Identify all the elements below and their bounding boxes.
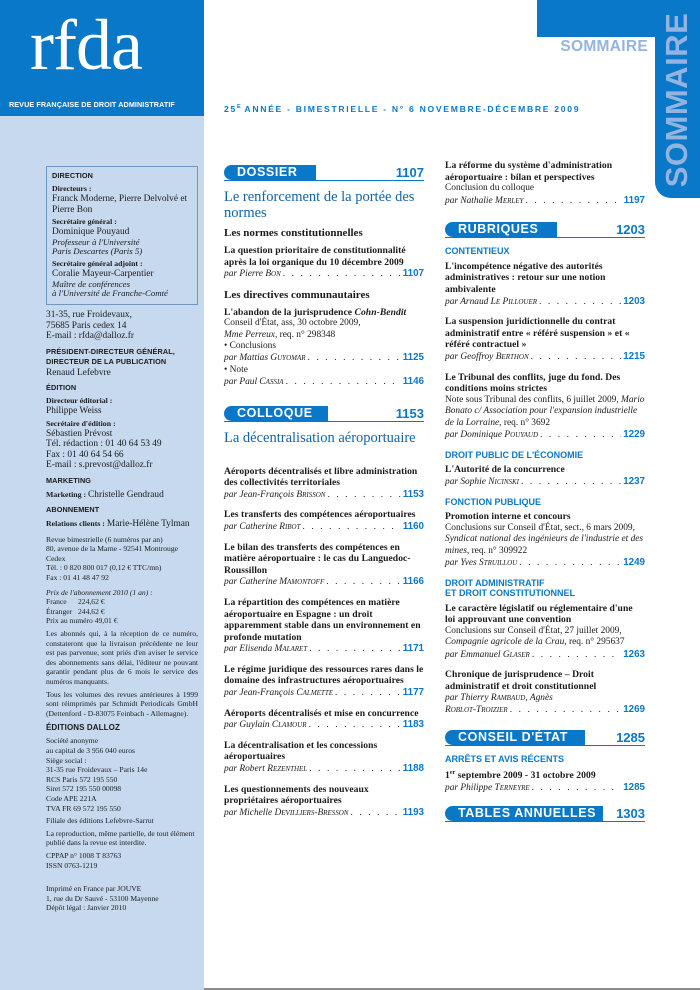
price-heading: Prix de l'abonnement 2010 (1 an) : <box>46 587 153 597</box>
author-line <box>445 195 645 208</box>
toc-entry[interactable] <box>445 316 645 363</box>
secgen-affiliation: Paris Descartes (Paris 5) <box>52 246 143 257</box>
directeurs-names: Franck Moderne, Pierre Delvolvé et Pierre Bon <box>52 194 188 215</box>
entry-title: L'incompétence négative des autorités administratives : retour sur une notion ambivalente <box>445 260 606 295</box>
rubrique-heading: CONTENTIEUX <box>445 246 510 257</box>
leader-dots <box>532 783 622 795</box>
author-line <box>445 429 645 442</box>
page-number[interactable]: 1153 <box>402 488 424 500</box>
subscription-info: Fax : 01 41 48 47 92 <box>46 573 109 583</box>
author-line <box>224 376 424 389</box>
page-number[interactable]: 1125 <box>402 352 424 364</box>
sec-edit-name: Sébastien Prévost <box>46 428 113 439</box>
printer-info: 1, rue du Dr Sauvé - 53100 Mayenne <box>46 893 159 903</box>
toc-entry[interactable] <box>445 669 645 716</box>
colloque-entries <box>224 466 424 820</box>
issn: ISSN 0763-1219 <box>46 860 98 870</box>
author-line <box>445 557 645 570</box>
author-line <box>224 719 424 732</box>
secgen-adj-name: Coralie Mayeur-Carpentier <box>52 269 154 280</box>
pdg-heading: DIRECTEUR DE LA PUBLICATION <box>46 356 167 366</box>
reproduction-notice: La reproduction, même partielle, de tout élément publié dans la revue est interdite. <box>46 828 195 848</box>
page-number[interactable]: 1285 <box>623 782 645 794</box>
section-label: COLLOQUE <box>224 406 328 421</box>
printer-info: Imprimé en France par JOUVE <box>46 884 142 894</box>
section-conseil-etat[interactable] <box>445 729 645 746</box>
fax-redaction: Fax : 01 40 64 54 66 <box>46 449 124 460</box>
author-line <box>445 693 645 705</box>
ape-code: Code APE 221A <box>46 793 97 803</box>
author-line <box>224 521 424 534</box>
subscription-info: Tél. : 0 820 800 017 (0,12 € TTC/mn) <box>46 563 162 573</box>
entry-title: Promotion interne et concours <box>445 511 571 522</box>
entry-note: Mme Perreux, req. n° 298348 <box>224 329 336 340</box>
secgen-adj-title: Maître de conférences <box>52 278 130 289</box>
author: par Philippe Terneyre <box>445 783 530 794</box>
marketing-heading: MARKETING <box>46 475 92 485</box>
rubrique-heading: DROIT ADMINISTRATIF ET DROIT CONSTITUTIONNEL <box>445 577 575 599</box>
dir-edit-name: Philippe Weiss <box>46 406 102 417</box>
leader-dots <box>521 477 621 489</box>
toc-entry[interactable] <box>224 708 424 732</box>
section-page: 1153 <box>395 405 424 421</box>
address-line: 75685 Paris cedex 14 <box>46 320 127 331</box>
leader-dots <box>531 352 622 364</box>
leader-dots <box>519 558 621 570</box>
author-line <box>224 687 424 700</box>
secgen-adj-affiliation: à l'Université de Franche-Comté <box>52 288 168 299</box>
author-line <box>445 704 645 717</box>
toc-entry[interactable] <box>445 603 645 662</box>
section-page: 1203 <box>616 222 645 238</box>
author: par Michelle Devilliers-Bresson <box>224 807 349 818</box>
company-info: Société anonyme <box>46 736 99 746</box>
section-colloque[interactable] <box>224 405 424 422</box>
author: par Jean-François Calmette <box>224 688 333 699</box>
entry-title: Chronique de jurisprudence – Droit administratif et droit constitutionnel <box>445 669 597 693</box>
author: par Jean-François Brisson <box>224 489 326 500</box>
page-number[interactable]: 1203 <box>623 295 645 307</box>
dossier-theme: Le renforcement de la portée des normes <box>224 189 415 221</box>
entry-note: Conclusions sur Conseil d'État, sect., 6 mars 2009, Syndicat national des ingénieurs de l'industrie et des mines, req. n° 309922 <box>445 522 644 556</box>
price-per-issue: Prix au numéro 49,01 € <box>46 616 118 626</box>
cppap: CPPAP n° 1008 T 83763 <box>46 850 122 860</box>
section-label: RUBRIQUES <box>445 222 557 237</box>
page-number[interactable]: 1229 <box>623 429 645 441</box>
toc-entry[interactable] <box>224 664 424 700</box>
page-number[interactable]: 1263 <box>623 648 645 660</box>
secgen-label: Secrétaire général : <box>52 217 117 226</box>
author-line <box>445 782 645 795</box>
page-number[interactable]: 1166 <box>402 576 424 588</box>
leader-dots <box>510 705 622 717</box>
sommaire-heading: SOMMAIRE <box>560 38 648 55</box>
entry-title: Les questionnements des nouveaux propriétaires aéroportuaires <box>224 783 369 807</box>
author-line <box>445 296 645 309</box>
entry-title: La suspension juridictionnelle du contrat administratif entre « référé suspension » et « référé contractuel » <box>445 316 630 351</box>
leader-dots <box>286 377 401 389</box>
siege-address: 31-35 rue Froidevaux – Paris 14e <box>46 765 148 775</box>
author: par Arnaud Le Pillouer <box>445 296 538 307</box>
entry-bullet: • Conclusions <box>224 341 276 352</box>
page-number[interactable]: 1249 <box>623 557 645 569</box>
leader-dots <box>350 808 400 820</box>
toc-entry[interactable] <box>224 542 424 589</box>
subscriber-notice: Les abonnés qui, à la réception de ce numéro, constateront que la livraison précédente ne leur est pas parvenue, sont priés d'en aviser le service des abonnements sans délai, l'éditeur ne pouvant garantir pendant plus de 6 mois le service des numéros manquants. <box>46 629 198 686</box>
entry-title: Les transferts des compétences aéroportuaires <box>224 509 416 521</box>
section-label: TABLES ANNUELLES <box>445 806 603 821</box>
subsection-heading: Les directives communautaires <box>224 288 370 301</box>
page-number[interactable]: 1177 <box>402 687 424 699</box>
issue-info: $25^E$ ANNÉE - BIMESTRIELLE - N° 6 NOVEMBRE-DÉCEMBRE 2009 <box>224 104 581 114</box>
leader-dots <box>308 353 401 365</box>
rcs: RCS Paris 572 195 550 <box>46 774 118 784</box>
legal-deposit: Dépôt légal : Janvier 2010 <box>46 903 127 913</box>
leader-dots <box>540 430 621 442</box>
entry-title: Le bilan des transferts des compétences en matière aéroportuaire : le cas du Languedoc-Roussillon <box>224 541 411 576</box>
leader-dots <box>309 644 401 656</box>
leader-dots <box>283 269 401 281</box>
page-number[interactable]: 1269 <box>623 704 645 716</box>
entry-bullet: • Note <box>224 364 248 375</box>
toc-entry[interactable] <box>224 597 424 656</box>
entry-note: Note sous Tribunal des conflits, 6 juillet 2009, Mario Bonato c/ Association pour l'expansion industrielle de la Lorraine, req. n° 3692 <box>445 394 645 428</box>
secgen-adj-label: Secrétaire général adjoint : <box>52 259 143 269</box>
author: par Nathalie Merley <box>445 195 524 206</box>
entry-note: Conclusion du colloque <box>445 183 535 194</box>
entry-note: Conseil d'État, ass, 30 octobre 2009, <box>224 318 361 329</box>
edition-heading: ÉDITION <box>46 383 77 393</box>
section-label: CONSEIL D'ÉTAT <box>445 730 585 745</box>
toc-entry[interactable] <box>224 740 424 776</box>
leader-dots <box>309 764 401 776</box>
author: par Mattias Guyomar <box>224 353 306 364</box>
toc-entry[interactable] <box>445 464 645 488</box>
author: par Pierre Bon <box>224 269 281 280</box>
section-page: 1107 <box>395 165 424 180</box>
entry-title: Le régime juridique des ressources rares dans le domaine des infrastructures aéroportuaires <box>224 663 424 687</box>
author-line <box>224 268 424 281</box>
author: Roblot-Troizier <box>445 705 508 716</box>
page-number[interactable]: 1183 <box>402 719 424 731</box>
direction-box <box>46 166 198 305</box>
author-line <box>224 763 424 776</box>
page-number[interactable]: 1160 <box>402 520 424 532</box>
masthead-info <box>46 166 198 913</box>
journal-full-name: REVUE FRANÇAISE DE DROIT ADMINISTRATIF <box>9 100 175 109</box>
author: par Geoffroy Berthon <box>445 351 529 362</box>
toc-entry[interactable] <box>224 307 424 389</box>
author: par Dominique Pouyaud <box>445 430 539 441</box>
entry-title: La décentralisation et les concessions aéroportuaires <box>224 739 378 763</box>
author-line <box>224 643 424 656</box>
leader-dots <box>525 196 621 208</box>
pdg-heading: PRÉSIDENT-DIRECTEUR GÉNÉRAL, <box>46 346 175 356</box>
entry-title: Aéroports décentralisés et libre administration des collectivités territoriales <box>224 465 418 489</box>
toc-entry[interactable] <box>224 245 424 281</box>
entry-title: 1er septembre 2009 - 31 octobre 2009 <box>445 770 596 782</box>
page-number[interactable]: 1171 <box>402 643 424 655</box>
tel-redaction: Tél. rédaction : 01 40 64 53 49 <box>46 439 162 450</box>
author: par Elisenda Malaret <box>224 644 308 655</box>
author: par Yves Struillou <box>445 558 518 569</box>
page-number[interactable]: 1107 <box>402 268 424 280</box>
section-rubriques[interactable] <box>445 221 645 238</box>
leader-dots <box>309 720 401 732</box>
toc-column-right <box>445 160 645 830</box>
pdg-name: Renaud Lefebvre <box>46 367 111 378</box>
author: par Paul Cassia <box>224 376 284 387</box>
leader-dots <box>335 688 401 700</box>
reprint-notice: Tous les volumes des revues antérieures à 1999 sont réimprimés par Schmidt Periodicals GmbH (Dettenford - D-83075 Feinbach - Allemagne). <box>46 689 198 718</box>
author-line <box>224 489 424 502</box>
toc-entry[interactable] <box>224 509 424 533</box>
author: par Guylain Clamour <box>224 720 307 731</box>
author-line <box>445 649 645 662</box>
dir-edit-label: Directeur éditorial : <box>46 396 113 406</box>
sec-edit-label: Secrétaire d'édition : <box>46 418 116 428</box>
secgen-title: Professeur à l'Université <box>52 236 140 247</box>
author: par Robert Rezenthel <box>224 764 308 775</box>
author: par Catherine Ribot <box>224 521 301 532</box>
entry-title: Aéroports décentralisés et mise en concurrence <box>224 707 419 719</box>
toc-column-middle <box>224 164 424 827</box>
dalloz-heading: ÉDITIONS DALLOZ <box>46 723 120 733</box>
leader-dots <box>326 577 401 589</box>
direction-heading: DIRECTION <box>52 171 94 180</box>
section-page: 1303 <box>616 805 645 821</box>
toc-entry[interactable] <box>445 511 645 570</box>
price-row: France 224,62 € <box>46 597 105 607</box>
abonnement-heading: ABONNEMENT <box>46 505 100 515</box>
section-page: 1285 <box>616 729 645 745</box>
entry-note: Conclusions sur Conseil d'État, 27 juillet 2009, Compagnie agricole de la Crau, req. n° 295637 <box>445 625 625 648</box>
toc-entry[interactable] <box>224 784 424 820</box>
author: par Emmanuel Glaser <box>445 649 530 660</box>
rubrique-heading: FONCTION PUBLIQUE <box>445 496 541 507</box>
section-dossier[interactable] <box>224 164 424 181</box>
secgen-name: Dominique Pouyaud <box>52 227 130 237</box>
leader-dots <box>303 522 401 534</box>
sommaire-vertical-label: SOMMAIRE <box>659 12 694 188</box>
rubrique-heading: ARRÊTS ET AVIS RÉCENTS <box>445 753 565 764</box>
author: par Catherine Mamontoff <box>224 577 325 588</box>
entry-title: La question prioritaire de constitutionnalité après la loi organique du 10 décembre 2009 <box>224 245 406 268</box>
page-number[interactable]: 1237 <box>623 475 645 487</box>
toc-entry[interactable] <box>445 160 645 207</box>
logo-block <box>0 0 204 116</box>
filiale: Filiale des éditions Lefebvre-Sarrut <box>46 816 154 826</box>
page-number[interactable]: 1197 <box>623 194 645 206</box>
address-line: 31-35, rue Froidevaux, <box>46 310 132 321</box>
section-label: DOSSIER <box>224 165 316 180</box>
colloque-entries-continued <box>445 160 645 207</box>
section-tables-annuelles[interactable] <box>445 805 645 822</box>
entry-title: Le caractère législatif ou réglementaire d'une loi approuvant une convention <box>445 602 633 626</box>
contact-email: E-mail : rfda@dalloz.fr <box>46 331 135 342</box>
entry-title: L'abandon de la jurisprudence Cohn-Bendit <box>224 306 407 318</box>
colloque-theme: La décentralisation aéroportuaire <box>224 429 416 446</box>
author-line <box>445 476 645 489</box>
subscription-info: Revue bimestrielle (6 numéros par an) <box>46 534 163 544</box>
page-number[interactable]: 1146 <box>402 375 424 387</box>
author-line <box>224 576 424 589</box>
page-number[interactable]: 1193 <box>402 806 424 818</box>
leader-dots <box>532 650 621 662</box>
edition-email: E-mail : s.prevost@dalloz.fr <box>46 460 153 471</box>
page-number[interactable]: 1215 <box>623 350 645 362</box>
entry-title: L'Autorité de la concurrence <box>445 464 565 476</box>
siret: Siret 572 195 550 00098 <box>46 784 122 794</box>
journal-logo: rfda <box>30 5 142 85</box>
entry-title: Le Tribunal des conflits, juge du fond. Des conditions moins strictes <box>445 371 621 395</box>
rubrique-heading: DROIT PUBLIC DE L'ÉCONOMIE <box>445 449 584 460</box>
relations-line: Relations clients : Marie-Hélène Tylman <box>46 519 190 530</box>
author-line <box>224 352 424 365</box>
author-line <box>445 351 645 364</box>
leader-dots <box>539 297 621 309</box>
entry-title: La répartition des compétences en matière aéroportuaire en Espagne : un droit apparemment stable dans un environnement en profonde mutation <box>224 596 421 643</box>
toc-entry[interactable] <box>445 261 645 308</box>
toc-entry[interactable] <box>445 768 645 794</box>
page-number[interactable]: 1188 <box>402 763 424 775</box>
tva: TVA FR 69 572 195 550 <box>46 803 121 813</box>
siege-label: Siège social : <box>46 755 87 765</box>
company-info: au capital de 3 956 040 euros <box>46 745 135 755</box>
marketing-line: Marketing : Christelle Gendraud <box>46 489 164 500</box>
author-line <box>224 807 424 820</box>
masthead-sidebar <box>0 0 204 990</box>
directeurs-label: Directeurs : <box>52 184 92 193</box>
subsection-heading: Les normes constitutionnelles <box>224 227 363 239</box>
author: par Thierry Rambaud, Agnès <box>445 692 553 703</box>
toc-entry[interactable] <box>224 466 424 502</box>
entry-title: La réforme du système d'administration aéroportuaire : bilan et perspectives <box>445 160 613 183</box>
subscription-info: 80, avenue de la Marne - 92541 Montrouge Cedex <box>46 544 179 563</box>
price-row: Étranger 244,62 € <box>46 606 105 616</box>
author: par Sophie Nicinski <box>445 476 519 487</box>
leader-dots <box>327 490 400 502</box>
toc-entry[interactable] <box>445 372 645 442</box>
